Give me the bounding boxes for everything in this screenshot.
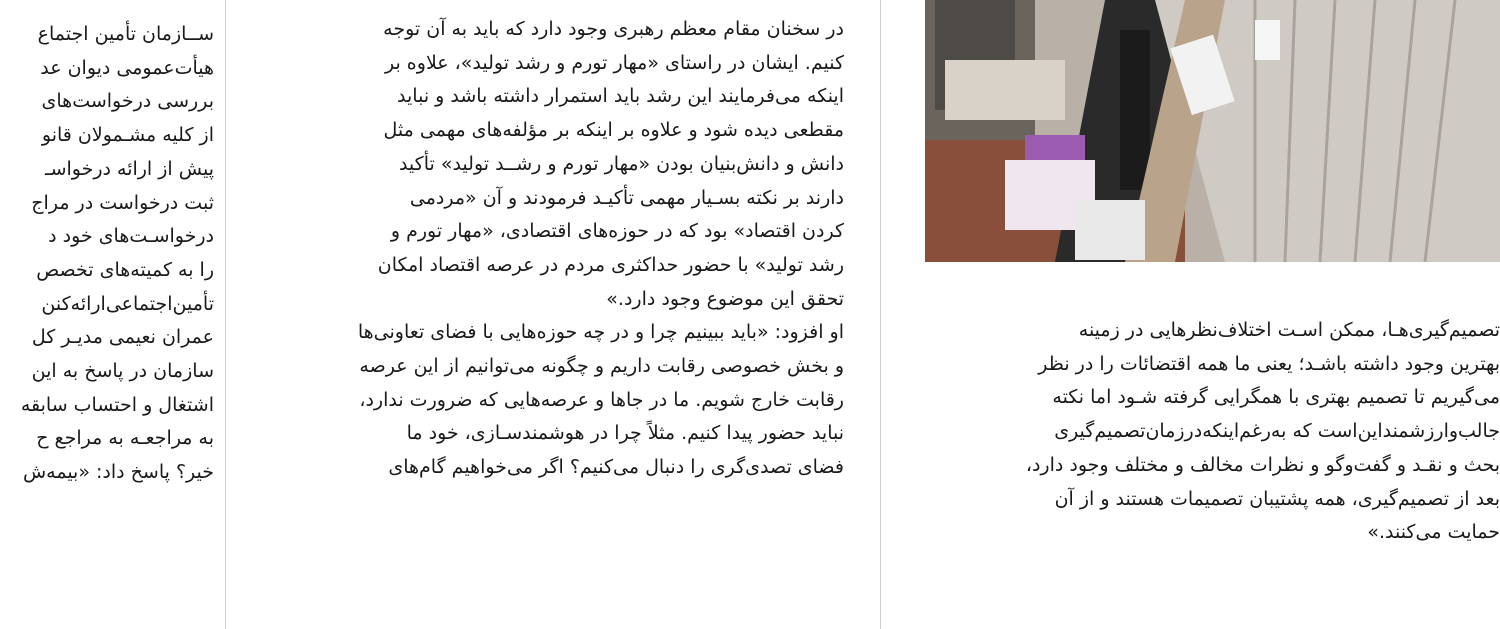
- text-line: نباید حضور پیدا کنیم. مثلاً چرا در هوشمندسـازی، خود ما: [406, 422, 844, 445]
- text-line: تأمین‌اجتماعی‌ارائه‌کنن: [41, 292, 214, 315]
- text-line: عمران نعیمی مدیـر کل: [31, 326, 214, 349]
- article-column-right: [925, 314, 1500, 550]
- article-column-middle: [296, 13, 844, 485]
- text-line: جالب‌وارزشمنداین‌است که به‌رغم‌اینکه‌درزمان‌تصمیم‌گیری: [1054, 420, 1500, 443]
- text-line: از کلیه مشـمولان قانو: [41, 124, 214, 147]
- text-line: را به کمیته‌های تخصص: [36, 258, 214, 281]
- article-column-left: [0, 18, 214, 490]
- text-line: اشتغال و احتساب سابقه: [20, 393, 214, 416]
- column-divider: [880, 0, 881, 629]
- text-line: مقطعی دیده شود و علاوه بر اینکه بر مؤلفه‌های مهمی مثل: [383, 119, 844, 142]
- text-line: او افزود: «باید ببینیم چرا و در چه حوزه‌هایی با فضای تعاونی‌ها: [357, 321, 844, 344]
- text-line: رشد تولید» با حضور حداکثری مردم در عرصه اقتصاد امکان: [377, 253, 844, 276]
- text-line: هیأت‌عمومی دیوان عد: [40, 56, 214, 79]
- text-line: بحث و نقـد و گفت‌وگو و نظرات مخالف و مختلف وجود دارد،: [1025, 453, 1500, 476]
- column-divider: [225, 0, 226, 629]
- text-line: بعد از تصمیم‌گیری، همه پشتیبان تصمیمات هستند و از آن: [1054, 487, 1500, 510]
- meeting-photo-icon: [925, 0, 1500, 262]
- text-line: دانش و دانش‌بنیان بودن «مهار تورم و رشــد تولید» تأکید: [398, 152, 844, 175]
- text-line: و بخش خصوصی رقابت داریم و چگونه می‌توانیم از این عرصه: [359, 355, 844, 378]
- text-line: به مراجعـه به مراجع ح: [36, 427, 214, 450]
- text-line: پیش از ارائه درخواسـ: [45, 157, 214, 180]
- text-line: اینکه می‌فرمایند این رشد باید استمرار داشته باشد و نباید: [397, 85, 844, 108]
- text-line: درخواسـت‌های خود د: [48, 225, 214, 248]
- text-line: بهترین وجود داشته باشـد؛ یعنی ما همه اقتضائات را در نظر: [1038, 352, 1500, 375]
- text-line: بررسی درخواست‌های: [41, 90, 214, 113]
- text-line: حمایت می‌کنند.»: [1367, 521, 1500, 544]
- text-line: تصمیم‌گیری‌هـا، ممکن اسـت اختلاف‌نظرهایی در زمینه: [1078, 319, 1500, 341]
- text-line: کردن اقتصاد» بود که در حوزه‌های اقتصادی، «مهار تورم و: [390, 220, 844, 243]
- text-line: سازمان در پاسخ به این: [31, 360, 214, 383]
- text-line: ثبت درخواست در مراج: [31, 191, 214, 214]
- text-line: می‌گیریم تا تصمیم بهتری با همگرایی گرفته شـود اما نکته: [1052, 386, 1500, 409]
- text-line: فضای تصدی‌گری را دنبال می‌کنیم؟ اگر می‌خواهیم گام‌های: [388, 456, 844, 479]
- text-line: رقابت خارج شویم. ما در جاها و عرصه‌هایی که ضرورت ندارد،: [359, 388, 844, 411]
- meeting-photo: [925, 0, 1500, 262]
- text-line: ســازمان تأمین اجتماع: [37, 23, 214, 45]
- text-line: کنیم. ایشان در راستای «مهار تورم و رشد تولید»، علاوه بر: [385, 51, 844, 74]
- text-line: خیر؟ پاسخ داد: «بیمه‌ش: [22, 461, 214, 484]
- text-line: دارند بر نکته بسـیار مهمی تأکیـد فرمودند و آن «مردمی: [409, 186, 844, 209]
- text-line: تحقق این موضوع وجود دارد.»: [606, 287, 844, 310]
- text-line: در سخنان مقام معظم رهبری وجود دارد که باید به آن توجه: [383, 18, 844, 40]
